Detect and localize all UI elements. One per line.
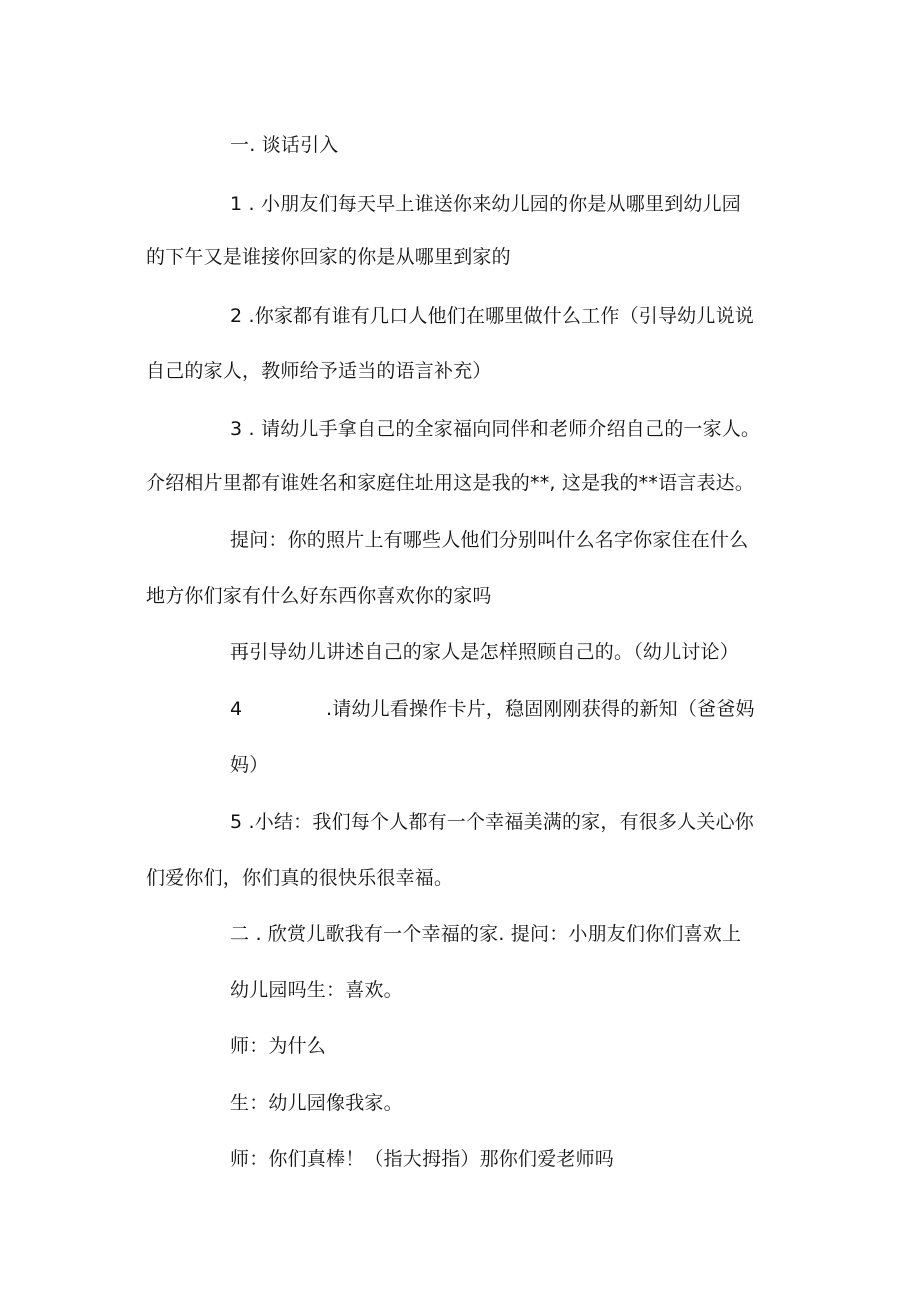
paragraph-2-line-2: 自己的家人，教师给予适当的语言补充）: [146, 360, 492, 382]
paragraph-5-line-1: 5 .小结：我们每个人都有一个幸福美满的家，有很多人关心你: [230, 811, 754, 833]
paragraph-3-line-2: 介绍相片里都有谁姓名和家庭住址用这是我的**, 这是我的**语言表达。: [146, 472, 755, 494]
paragraph-5-line-2: 们爱你们，你们真的很快乐很幸福。: [146, 867, 454, 889]
dialogue-line-1: 幼儿园吗生：喜欢。: [230, 979, 403, 1001]
paragraph-4-number: 4: [230, 698, 243, 720]
paragraph-1-line-2: 的下午又是谁接你回家的你是从哪里到家的: [146, 246, 511, 268]
dialogue-line-2: 师：为什么: [230, 1035, 327, 1057]
paragraph-1-line-1: 1 . 小朋友们每天早上谁送你来幼儿园的你是从哪里到幼儿园: [230, 193, 742, 215]
section-heading-1: 一. 谈话引入: [230, 134, 339, 156]
paragraph-4-line-2: 妈）: [230, 754, 269, 776]
question-line-1: 提问：你的照片上有哪些人他们分别叫什么名字你家住在什么: [230, 529, 749, 551]
dialogue-line-3: 生：幼儿园像我家。: [230, 1092, 403, 1114]
discussion-line: 再引导幼儿讲述自己的家人是怎样照顾自己的。（幼儿讨论）: [230, 641, 739, 663]
paragraph-2-line-1: 2 .你家都有谁有几口人他们在哪里做什么工作（引导幼儿说说: [230, 305, 754, 327]
section-heading-2: 二 . 欣赏儿歌我有一个幸福的家. 提问：小朋友们你们喜欢上: [230, 923, 742, 945]
paragraph-3-line-1: 3 . 请幼儿手拿自己的全家福向同伴和老师介绍自己的一家人。: [230, 418, 761, 440]
paragraph-4-line-1: .请幼儿看操作卡片，稳固刚刚获得的新知（爸爸妈: [326, 698, 755, 720]
question-line-2: 地方你们家有什么好东西你喜欢你的家吗: [146, 585, 492, 607]
dialogue-line-4: 师：你们真棒！（指大拇指）那你们爱老师吗: [230, 1148, 615, 1170]
